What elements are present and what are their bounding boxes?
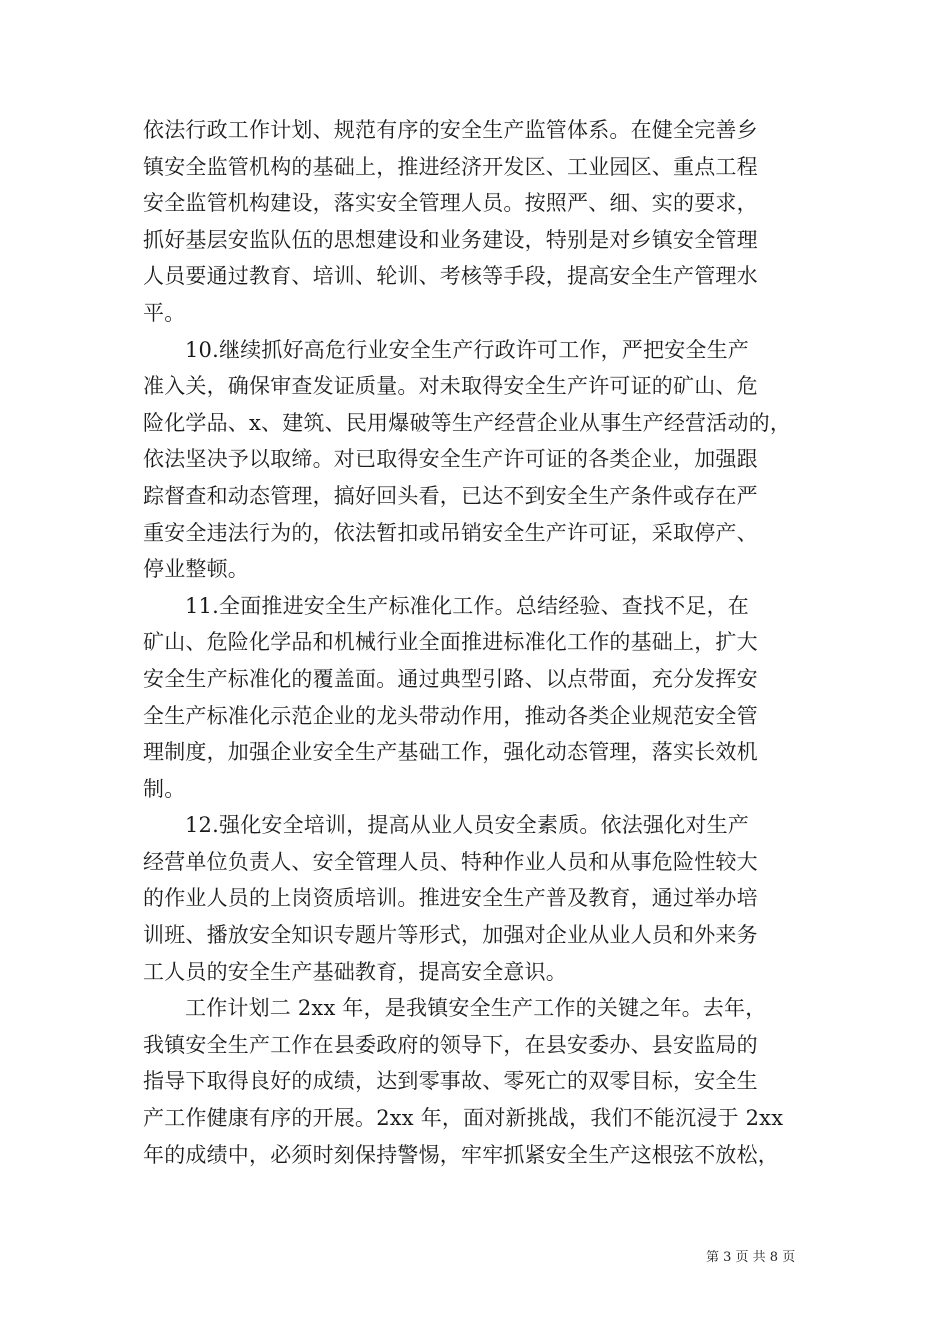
text-line: 训班、播放安全知识专题片等形式，加强对企业从业人员和外来务: [143, 923, 758, 948]
page-number: 第 3 页 共 8 页: [706, 1250, 796, 1265]
text-line: 指导下取得良好的成绩，达到零事故、零死亡的双零目标，安全生: [143, 1069, 758, 1094]
text-line: 依法行政工作计划、规范有序的安全生产监管体系。在健全完善乡: [143, 118, 758, 142]
text-line: 人员要通过教育、培训、轮训、考核等手段，提高安全生产管理水: [143, 264, 758, 289]
text-line: 年的成绩中，必须时刻保持警惕，牢牢抓紧安全生产这根弦不放松，: [143, 1142, 779, 1167]
text-line: 安全监管机构建设，落实安全管理人员。按照严、细、实的要求，: [143, 191, 758, 216]
text-line: 矿山、危险化学品和机械行业全面推进标准化工作的基础上，扩大: [143, 630, 758, 655]
text-line: 经营单位负责人、安全管理人员、特种作业人员和从事危险性较大: [143, 849, 758, 874]
text-line: 依法坚决予以取缔。对已取得安全生产许可证的各类企业，加强跟: [143, 447, 758, 472]
text-line: 产工作健康有序的开展。2xx 年，面对新挑战，我们不能沉浸于 2xx: [143, 1106, 784, 1131]
paragraph-first-line: 12.强化安全培训，提高从业人员安全素质。依法强化对生产: [185, 813, 749, 838]
text-line: 险化学品、x、建筑、民用爆破等生产经营企业从事生产经营活动的，: [143, 410, 792, 435]
document-body: [143, 112, 811, 1173]
text-line: 安全生产标准化的覆盖面。通过典型引路、以点带面，充分发挥安: [143, 666, 758, 691]
text-line: 抓好基层安监队伍的思想建设和业务建设，特别是对乡镇安全管理: [143, 227, 758, 252]
text-line: 镇安全监管机构的基础上，推进经济开发区、工业园区、重点工程: [143, 154, 758, 179]
text-line: 我镇安全生产工作在县委政府的领导下，在县安委办、县安监局的: [143, 1032, 758, 1057]
paragraph-first-line: 10.继续抓好高危行业安全生产行政许可工作，严把安全生产: [185, 337, 749, 362]
text-line: 的作业人员的上岗资质培训。推进安全生产普及教育，通过举办培: [143, 886, 758, 911]
text-line: 理制度，加强企业安全生产基础工作，强化动态管理，落实长效机: [143, 740, 758, 765]
text-line: 重安全违法行为的，依法暂扣或吊销安全生产许可证，采取停产、: [143, 520, 758, 545]
text-line: 准入关，确保审查发证质量。对未取得安全生产许可证的矿山、危: [143, 374, 758, 399]
text-line: 制。: [143, 776, 186, 801]
paragraph-first-line: 11.全面推进安全生产标准化工作。总结经验、查找不足，在: [185, 593, 749, 618]
paragraph-first-line: 工作计划二 2xx 年，是我镇安全生产工作的关键之年。去年，: [185, 996, 767, 1021]
text-line: 工人员的安全生产基础教育，提高安全意识。: [143, 959, 567, 984]
text-line: 停业整顿。: [143, 557, 249, 582]
text-line: 踪督查和动态管理，搞好回头看，已达不到安全生产条件或存在严: [143, 483, 758, 508]
text-line: 平。: [143, 300, 186, 325]
text-line: 全生产标准化示范企业的龙头带动作用，推动各类企业规范安全管: [143, 703, 758, 728]
